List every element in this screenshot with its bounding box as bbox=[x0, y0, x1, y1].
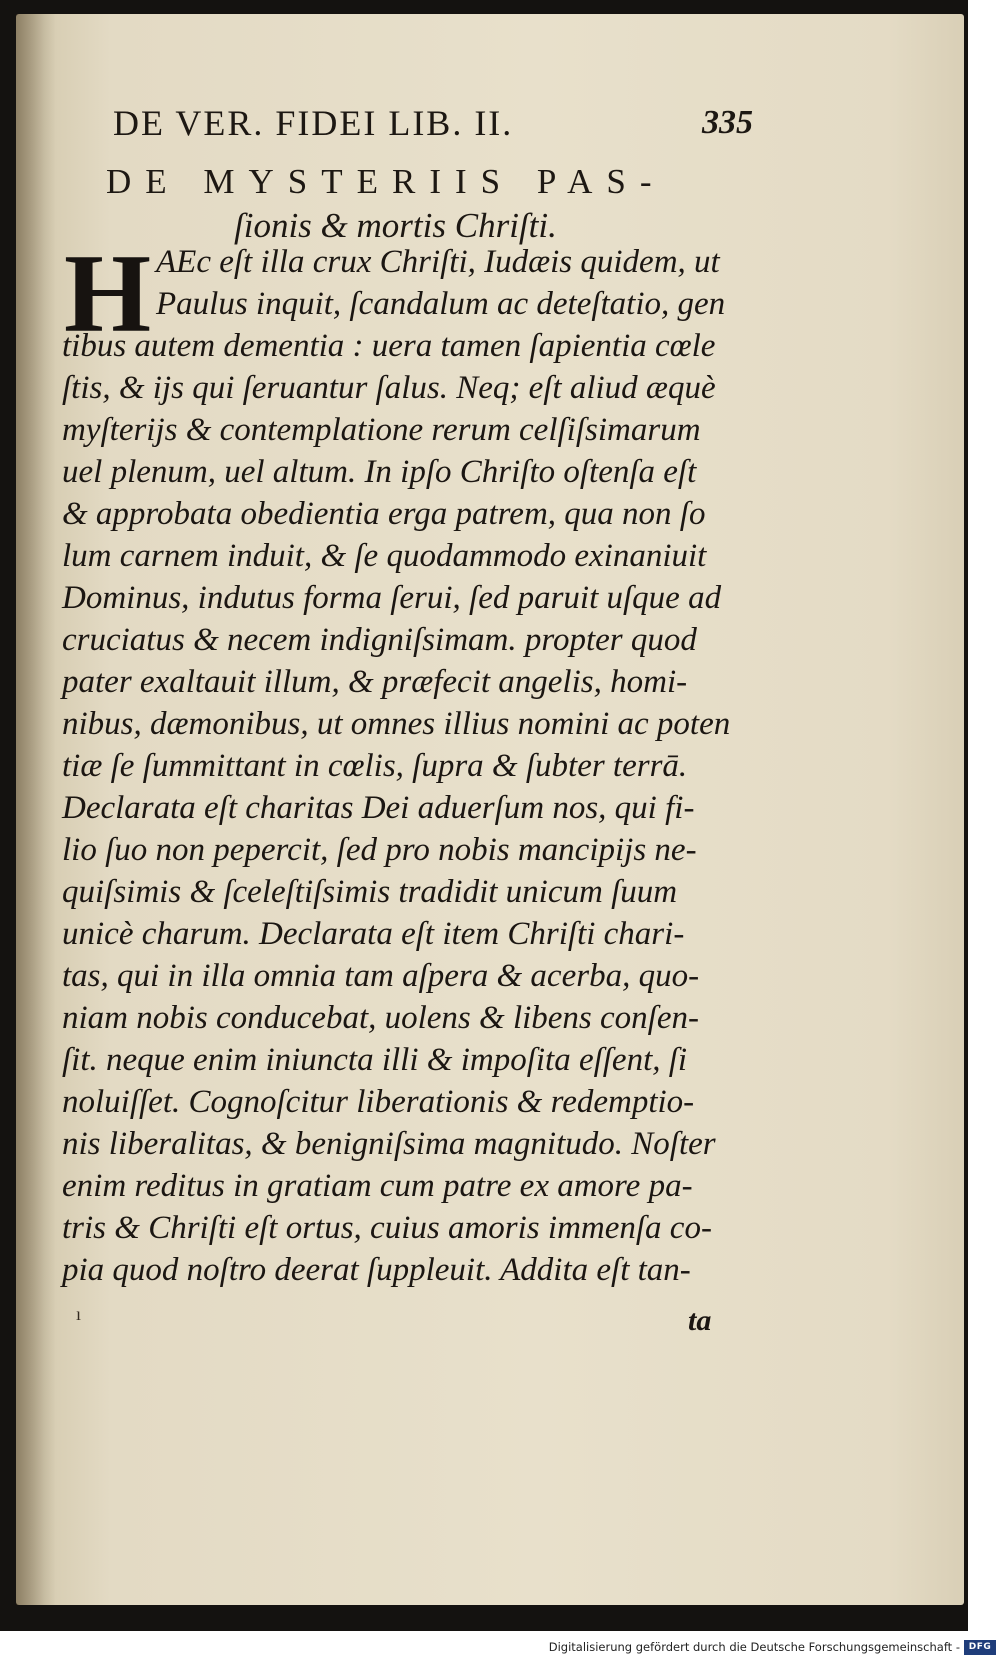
text-line: tas, qui in illa omnia tam aſpera & acerba, quo- bbox=[62, 958, 700, 994]
text-line: quiſsimis & ſceleſtiſsimis tradidit unicum ſuum bbox=[62, 874, 678, 910]
running-title: DE VER. FIDEI LIB. II. bbox=[113, 103, 514, 143]
text-line: Paulus inquit, ſcandalum ac deteſtatio, gen bbox=[156, 286, 726, 322]
text-line: tiæ ſe ſummittant in cœlis, ſupra & ſubter terrā. bbox=[62, 748, 688, 784]
text-line: nibus, dæmonibus, ut omnes illius nomini ac poten bbox=[62, 706, 731, 742]
text-line: AEc eſt illa crux Chriſti, Iudæis quidem, ut bbox=[156, 244, 720, 280]
text-line: niam nobis conducebat, uolens & libens conſen- bbox=[62, 1000, 699, 1036]
text-line: nis liberalitas, & benigniſsima magnitudo. Noſter bbox=[62, 1126, 716, 1162]
text-line: pater exaltauit illum, & præfecit angelis, homi- bbox=[62, 664, 688, 700]
text-line: lum carnem induit, & ſe quodammodo exinaniuit bbox=[62, 538, 707, 574]
text-line: tris & Chriſti eſt ortus, cuius amoris immenſa co- bbox=[62, 1210, 712, 1246]
dfg-logo-icon[interactable]: DFG bbox=[964, 1640, 996, 1655]
gutter-shadow bbox=[16, 14, 56, 1605]
text-line: & approbata obedientia erga patrem, qua non ſo bbox=[62, 496, 706, 532]
text-line: enim reditus in gratiam cum patre ex amore pa- bbox=[62, 1168, 693, 1204]
text-line: Dominus, indutus forma ſerui, ſed paruit uſque ad bbox=[62, 580, 722, 616]
running-head bbox=[113, 102, 753, 152]
book-page bbox=[16, 14, 964, 1605]
text-line: ſtis, & ijs qui ſeruantur ſalus. Neq; eſt aliud æquè bbox=[62, 370, 716, 406]
footer-bar bbox=[0, 1638, 1000, 1661]
text-line: cruciatus & necem indigniſsimam. propter quod bbox=[62, 622, 697, 658]
text-line: pia quod noſtro deerat ſuppleuit. Addita eſt tan- bbox=[62, 1252, 691, 1288]
funding-credit: Digitalisierung gefördert durch die Deutsche Forschungsgemeinschaft - bbox=[548, 1640, 960, 1654]
page-number: 335 bbox=[702, 104, 753, 141]
text-line: noluiſſet. Cognoſcitur liberationis & redemptio- bbox=[62, 1084, 695, 1120]
text-line: lio ſuo non pepercit, ſed pro nobis mancipijs ne- bbox=[62, 832, 697, 868]
chapter-subheading: ſionis & mortis Chriſti. bbox=[234, 206, 557, 245]
text-line: uel plenum, uel altum. In ipſo Chriſto oſtenſa eſt bbox=[62, 454, 697, 490]
text-line: Declarata eſt charitas Dei aduerſum nos, qui fi- bbox=[62, 790, 695, 826]
text-line: ſit. neque enim iniuncta illi & impoſita eſſent, ſi bbox=[62, 1042, 688, 1078]
chapter-heading: DE MYSTERIIS PAS- bbox=[106, 162, 666, 201]
text-line: tibus autem dementia : uera tamen ſapientia cœle bbox=[62, 328, 716, 364]
stray-mark: ı bbox=[76, 1304, 82, 1324]
drop-cap-initial: H bbox=[64, 232, 152, 356]
catchword: ta bbox=[688, 1304, 712, 1337]
text-line: myſterijs & contemplatione rerum celſiſsimarum bbox=[62, 412, 701, 448]
text-line: unicè charum. Declarata eſt item Chriſti chari- bbox=[62, 916, 685, 952]
